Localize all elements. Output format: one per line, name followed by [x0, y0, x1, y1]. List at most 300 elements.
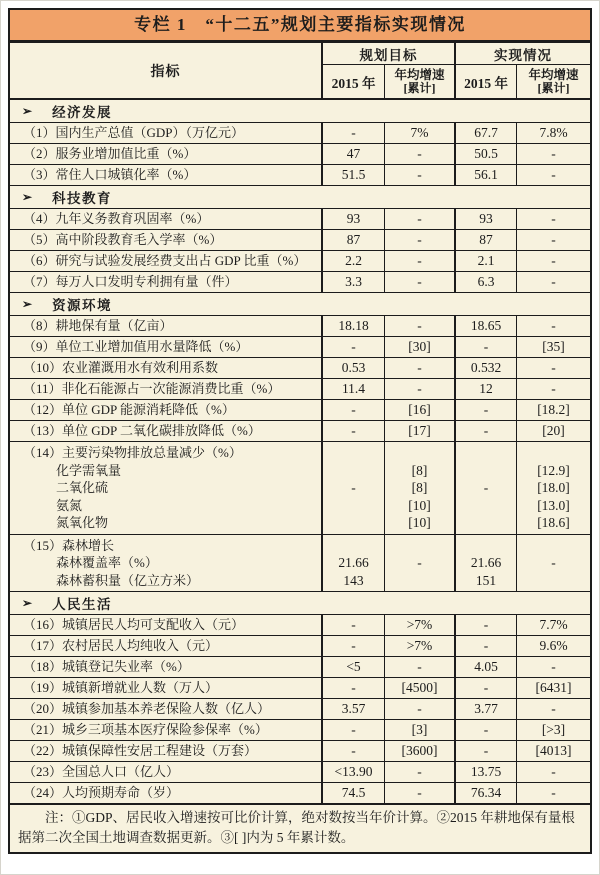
value-line: [18.6]	[537, 515, 570, 530]
table-row	[10, 230, 590, 251]
actual-growth-cell	[516, 615, 590, 635]
actual-growth-cell	[516, 657, 590, 677]
actual-2015-cell	[454, 657, 516, 677]
value: 7.7%	[539, 617, 568, 632]
indicator-label: （8）耕地保有量（亿亩）	[23, 318, 173, 333]
indicator-cell	[10, 230, 321, 250]
value: -	[351, 125, 356, 140]
actual-growth-cell	[516, 337, 590, 357]
value: 11.4	[341, 381, 366, 396]
value: -	[351, 722, 356, 737]
table-row	[10, 783, 590, 804]
value: -	[551, 360, 556, 375]
plan-2015-cell	[321, 741, 384, 761]
value: -	[417, 701, 422, 716]
plan-2015-cell	[321, 379, 384, 399]
value: 93	[346, 211, 361, 226]
value: -	[417, 232, 422, 247]
value: [35]	[542, 339, 565, 354]
table-row	[10, 699, 590, 720]
table-row	[10, 272, 590, 293]
table-body	[10, 100, 590, 804]
value: -	[483, 423, 489, 438]
plan-growth-cell	[384, 699, 454, 719]
table-row	[10, 741, 590, 762]
table-row	[10, 123, 590, 144]
section-arrow-icon: ➢	[22, 190, 33, 204]
indicator-label: （11）非化石能源占一次能源消费比重（%）	[23, 381, 281, 396]
indicator-cell	[10, 400, 321, 420]
plan-2015-cell	[321, 230, 384, 250]
value: -	[417, 360, 422, 375]
actual-growth-cell	[516, 272, 590, 292]
indicator-label: （6）研究与试验发展经费支出占 GDP 比重（%）	[23, 253, 307, 268]
actual-2015-cell	[454, 615, 516, 635]
plan-2015-cell	[321, 636, 384, 656]
actual-2015-cell	[454, 678, 516, 698]
col-header-plan-2015: 2015 年	[321, 65, 384, 98]
plan-growth-cell	[384, 165, 454, 185]
col-header-plan-growth	[384, 65, 454, 98]
value: -	[551, 701, 556, 716]
plan-growth-cell	[384, 358, 454, 378]
indicator-cell	[10, 442, 321, 534]
value: 2.2	[345, 253, 362, 268]
value: 2.1	[477, 253, 495, 268]
value: 3.3	[345, 274, 362, 289]
value: 18.18	[338, 318, 369, 333]
plan-2015-cell	[321, 123, 384, 143]
indicator-label: （5）高中阶段教育毛入学率（%）	[23, 232, 223, 247]
plan-growth-cell	[384, 762, 454, 782]
value: 9.6%	[539, 638, 568, 653]
section-arrow-icon: ➢	[22, 104, 33, 118]
indicator-cell	[10, 209, 321, 229]
table-row	[10, 144, 590, 165]
section-header-row	[10, 592, 590, 615]
table-title: 专栏 1 “十二五”规划主要指标实现情况	[10, 10, 590, 43]
actual-2015-cell	[454, 535, 516, 592]
indicator-label: （7）每万人口发明专利拥有量（件）	[23, 274, 238, 289]
actual-growth-cell	[516, 636, 590, 656]
indicator-label: （1）国内生产总值（GDP）（万亿元）	[23, 125, 245, 140]
value: -	[483, 339, 489, 354]
value: 51.5	[341, 167, 366, 182]
actual-growth-cell	[516, 165, 590, 185]
actual-growth-cell	[516, 123, 590, 143]
actual-2015-cell	[454, 762, 516, 782]
plan-2015-cell	[321, 535, 384, 592]
value: -	[483, 402, 489, 417]
value: -	[417, 764, 422, 779]
value: 87	[479, 232, 493, 247]
section-title: 资源环境	[52, 298, 113, 313]
indicator-label-line: 二氧化硫	[56, 480, 109, 495]
table-header	[10, 43, 590, 100]
plan-growth-cell	[384, 144, 454, 164]
plan-2015-cell	[321, 144, 384, 164]
section-header-row	[10, 293, 590, 316]
section-arrow-icon: ➢	[22, 596, 33, 610]
value: 47	[346, 146, 361, 161]
plan-2015-cell	[321, 678, 384, 698]
actual-growth-cell	[516, 783, 590, 803]
col-header-actual-group: 实现情况	[454, 43, 590, 65]
value: -	[417, 146, 422, 161]
plan-growth-cell	[384, 123, 454, 143]
plan-2015-cell	[321, 316, 384, 336]
section-title: 人民生活	[52, 597, 113, 612]
plan-2015-cell	[321, 442, 384, 534]
indicator-cell	[10, 358, 321, 378]
value: -	[417, 659, 422, 674]
actual-growth-cell	[516, 316, 590, 336]
plan-2015-cell	[321, 337, 384, 357]
indicator-cell	[10, 762, 321, 782]
value: -	[483, 638, 489, 653]
col-header-actual-2015: 2015 年	[454, 65, 516, 98]
plan-growth-cell	[384, 209, 454, 229]
value: [20]	[542, 423, 565, 438]
plan-growth-cell	[384, 535, 454, 592]
value: -	[551, 554, 556, 570]
plan-2015-cell	[321, 400, 384, 420]
value: 13.75	[470, 764, 502, 779]
plan-growth-cell	[384, 316, 454, 336]
indicator-label-line: 森林蓄积量（亿立方米）	[56, 572, 200, 588]
actual-growth-cell	[516, 400, 590, 420]
plan-growth-cell	[384, 272, 454, 292]
table-row	[10, 720, 590, 741]
indicator-label-line: 氨氮	[56, 497, 83, 513]
plan-growth-cell	[384, 741, 454, 761]
indicator-label: （12）单位 GDP 能源消耗降低（%）	[23, 402, 235, 417]
value: -	[417, 167, 422, 182]
section-header-row	[10, 100, 590, 123]
value: -	[551, 318, 556, 333]
plan-2015-cell	[321, 421, 384, 441]
indicator-label: （13）单位 GDP 二氧化碳排放降低（%）	[23, 423, 261, 438]
value: [3600]	[401, 743, 438, 758]
value-line: 143	[343, 572, 364, 588]
value: 74.5	[341, 785, 366, 800]
indicator-label: （20）城镇参加基本养老保险人数（亿人）	[23, 701, 271, 716]
value-line: [13.0]	[537, 497, 570, 513]
value: <13.90	[334, 764, 373, 779]
table-row	[10, 762, 590, 783]
table-row	[10, 636, 590, 657]
section-arrow-icon: ➢	[22, 297, 33, 311]
plan-growth-cell	[384, 400, 454, 420]
table-row	[10, 165, 590, 186]
actual-2015-cell	[454, 379, 516, 399]
value: -	[351, 617, 356, 632]
value: 67.7	[474, 125, 498, 140]
plan-2015-cell	[321, 762, 384, 782]
value: [17]	[408, 423, 431, 438]
value: -	[483, 680, 489, 695]
actual-2015-cell	[454, 337, 516, 357]
value-line: 151	[475, 572, 497, 588]
actual-growth-cell	[516, 144, 590, 164]
plan-growth-cell	[384, 657, 454, 677]
indicator-label-line: （14）主要污染物排放总量减少（%）	[23, 445, 242, 460]
actual-2015-cell	[454, 442, 516, 534]
indicator-cell	[10, 251, 321, 271]
indicator-cell	[10, 783, 321, 803]
value: >7%	[406, 617, 433, 632]
col-header-indicator: 指标	[150, 64, 181, 80]
value-line: [8]	[411, 480, 428, 495]
value: -	[483, 479, 489, 495]
value: -	[483, 617, 489, 632]
value: 87	[346, 232, 361, 247]
plan-2015-cell	[321, 272, 384, 292]
plan-growth-cell	[384, 678, 454, 698]
col-header-actual-growth	[516, 65, 590, 98]
indicator-label: （2）服务业增加值比重（%）	[23, 146, 197, 161]
plan-growth-cell	[384, 379, 454, 399]
value: -	[417, 211, 422, 226]
table-row	[10, 535, 590, 593]
indicator-label: （9）单位工业增加值用水量降低（%）	[23, 339, 249, 354]
actual-growth-cell	[516, 762, 590, 782]
table-row	[10, 657, 590, 678]
value: -	[551, 659, 556, 674]
value: 4.05	[474, 659, 498, 674]
value: -	[551, 253, 556, 268]
actual-2015-cell	[454, 144, 516, 164]
actual-growth-cell	[516, 358, 590, 378]
indicator-cell	[10, 657, 321, 677]
indicator-label-line: 氮氧化物	[56, 515, 109, 530]
actual-2015-cell	[454, 230, 516, 250]
actual-growth-cell	[516, 678, 590, 698]
plan-2015-cell	[321, 699, 384, 719]
value: -	[417, 274, 422, 289]
actual-2015-cell	[454, 421, 516, 441]
indicator-label: （23）全国总人口（亿人）	[23, 764, 180, 779]
indicator-cell	[10, 636, 321, 656]
value: -	[351, 339, 356, 354]
actual-growth-cell	[516, 741, 590, 761]
indicator-cell	[10, 421, 321, 441]
plan-growth-cell	[384, 615, 454, 635]
value: -	[483, 743, 489, 758]
value: -	[417, 554, 422, 570]
growth-header-line1: 年均增速	[528, 67, 579, 82]
value-line: 21.66	[470, 555, 502, 570]
indicator-label-line: （15）森林增长	[23, 537, 115, 553]
section-title: 科技教育	[52, 191, 113, 206]
table-row	[10, 316, 590, 337]
table-row	[10, 337, 590, 358]
actual-growth-cell	[516, 251, 590, 271]
actual-2015-cell	[454, 741, 516, 761]
indicator-cell	[10, 272, 321, 292]
indicator-label: （17）农村居民人均纯收入（元）	[23, 638, 219, 653]
table-row	[10, 251, 590, 272]
value: 12	[479, 381, 493, 396]
indicator-cell	[10, 165, 321, 185]
table-row	[10, 379, 590, 400]
growth-header-line2: [累计]	[537, 81, 570, 96]
indicator-cell	[10, 699, 321, 719]
plan-2015-cell	[321, 165, 384, 185]
indicator-label: （24）人均预期寿命（岁）	[23, 785, 180, 800]
value-line: [18.0]	[537, 480, 570, 495]
indicator-cell	[10, 535, 321, 592]
actual-growth-cell	[516, 230, 590, 250]
value: [16]	[408, 402, 431, 417]
value: <5	[346, 659, 361, 674]
plan-growth-cell	[384, 337, 454, 357]
value-line: [12.9]	[537, 462, 570, 478]
value-line: 21.66	[338, 555, 369, 570]
value: -	[351, 423, 356, 438]
table-row	[10, 678, 590, 699]
section-header-row	[10, 186, 590, 209]
value: -	[551, 146, 556, 161]
section-title: 经济发展	[52, 105, 113, 120]
value: 7%	[410, 125, 429, 140]
growth-header-line1: 年均增速	[394, 67, 445, 82]
value-line: [10]	[408, 515, 431, 530]
actual-growth-cell	[516, 720, 590, 740]
value: 3.57	[341, 701, 366, 716]
value: -	[551, 211, 556, 226]
actual-growth-cell	[516, 699, 590, 719]
value: 93	[479, 211, 493, 226]
indicator-label-line: 化学需氧量	[56, 462, 122, 478]
value: -	[351, 743, 356, 758]
value: -	[551, 381, 556, 396]
value: -	[551, 785, 556, 800]
value: -	[551, 232, 556, 247]
table-row	[10, 209, 590, 230]
plan-growth-cell	[384, 442, 454, 534]
value: >7%	[406, 638, 433, 653]
plan-2015-cell	[321, 251, 384, 271]
indicator-label: （16）城镇居民人均可支配收入（元）	[23, 617, 245, 632]
value: [6431]	[535, 680, 572, 695]
table-row	[10, 358, 590, 379]
indicator-cell	[10, 337, 321, 357]
value: -	[551, 167, 556, 182]
value: -	[417, 381, 422, 396]
value: [4013]	[535, 743, 572, 758]
actual-2015-cell	[454, 209, 516, 229]
indicator-label: （19）城镇新增就业人数（万人）	[23, 680, 219, 695]
indicator-cell	[10, 316, 321, 336]
value: -	[351, 479, 356, 495]
indicator-cell	[10, 678, 321, 698]
actual-2015-cell	[454, 272, 516, 292]
actual-2015-cell	[454, 358, 516, 378]
plan-2015-cell	[321, 657, 384, 677]
indicator-cell	[10, 741, 321, 761]
value: [4500]	[401, 680, 438, 695]
value-line: [8]	[411, 462, 428, 478]
actual-2015-cell	[454, 123, 516, 143]
plan-2015-cell	[321, 720, 384, 740]
plan-2015-cell	[321, 615, 384, 635]
plan-growth-cell	[384, 251, 454, 271]
actual-growth-cell	[516, 535, 590, 592]
indicator-cell	[10, 379, 321, 399]
plan-2015-cell	[321, 783, 384, 803]
value: -	[551, 764, 556, 779]
plan-growth-cell	[384, 783, 454, 803]
plan-growth-cell	[384, 230, 454, 250]
actual-2015-cell	[454, 699, 516, 719]
value-line: [10]	[408, 497, 431, 513]
plan-growth-cell	[384, 421, 454, 441]
growth-header-line2: [累计]	[403, 81, 436, 96]
indicator-label: （3）常住人口城镇化率（%）	[23, 167, 197, 182]
value: [18.2]	[537, 402, 570, 417]
value: -	[351, 680, 356, 695]
value: [3]	[411, 722, 428, 737]
value: 56.1	[474, 167, 498, 182]
table-row	[10, 400, 590, 421]
value: 18.65	[470, 318, 502, 333]
actual-2015-cell	[454, 165, 516, 185]
value: 6.3	[477, 274, 495, 289]
indicator-cell	[10, 123, 321, 143]
indicator-label: （10）农业灌溉用水有效利用系数	[23, 360, 219, 375]
table-row	[10, 442, 590, 535]
actual-growth-cell	[516, 442, 590, 534]
plan-2015-cell	[321, 358, 384, 378]
value: 50.5	[474, 146, 498, 161]
actual-growth-cell	[516, 379, 590, 399]
actual-2015-cell	[454, 720, 516, 740]
actual-growth-cell	[516, 209, 590, 229]
plan-2015-cell	[321, 209, 384, 229]
actual-2015-cell	[454, 400, 516, 420]
table-note: 注：①GDP、居民收入增速按可比价计算，绝对数按当年价计算。②2015 年耕地保有量根据第二次全国土地调查数据更新。③[ ]内为 5 年累计数。	[10, 804, 590, 852]
actual-2015-cell	[454, 251, 516, 271]
actual-2015-cell	[454, 316, 516, 336]
value: 3.77	[474, 701, 498, 716]
value: -	[351, 402, 356, 417]
plan-growth-cell	[384, 636, 454, 656]
value: -	[483, 722, 489, 737]
value: -	[551, 274, 556, 289]
indicator-cell	[10, 144, 321, 164]
indicator-label: （21）城乡三项基本医疗保险参保率（%）	[23, 722, 268, 737]
indicator-cell	[10, 615, 321, 635]
plan-growth-cell	[384, 720, 454, 740]
plan-indicators-table	[8, 8, 592, 854]
value: -	[417, 785, 422, 800]
value: 76.34	[470, 785, 502, 800]
value: 0.53	[341, 360, 366, 375]
value: 7.8%	[539, 125, 568, 140]
indicator-label: （18）城镇登记失业率（%）	[23, 659, 190, 674]
actual-2015-cell	[454, 783, 516, 803]
value: -	[417, 253, 422, 268]
table-row	[10, 421, 590, 442]
indicator-label: （4）九年义务教育巩固率（%）	[23, 211, 210, 226]
value: [30]	[408, 339, 431, 354]
actual-2015-cell	[454, 636, 516, 656]
value: 0.532	[470, 360, 502, 375]
table-row	[10, 615, 590, 636]
value: -	[351, 638, 356, 653]
value: [>3]	[541, 722, 566, 737]
